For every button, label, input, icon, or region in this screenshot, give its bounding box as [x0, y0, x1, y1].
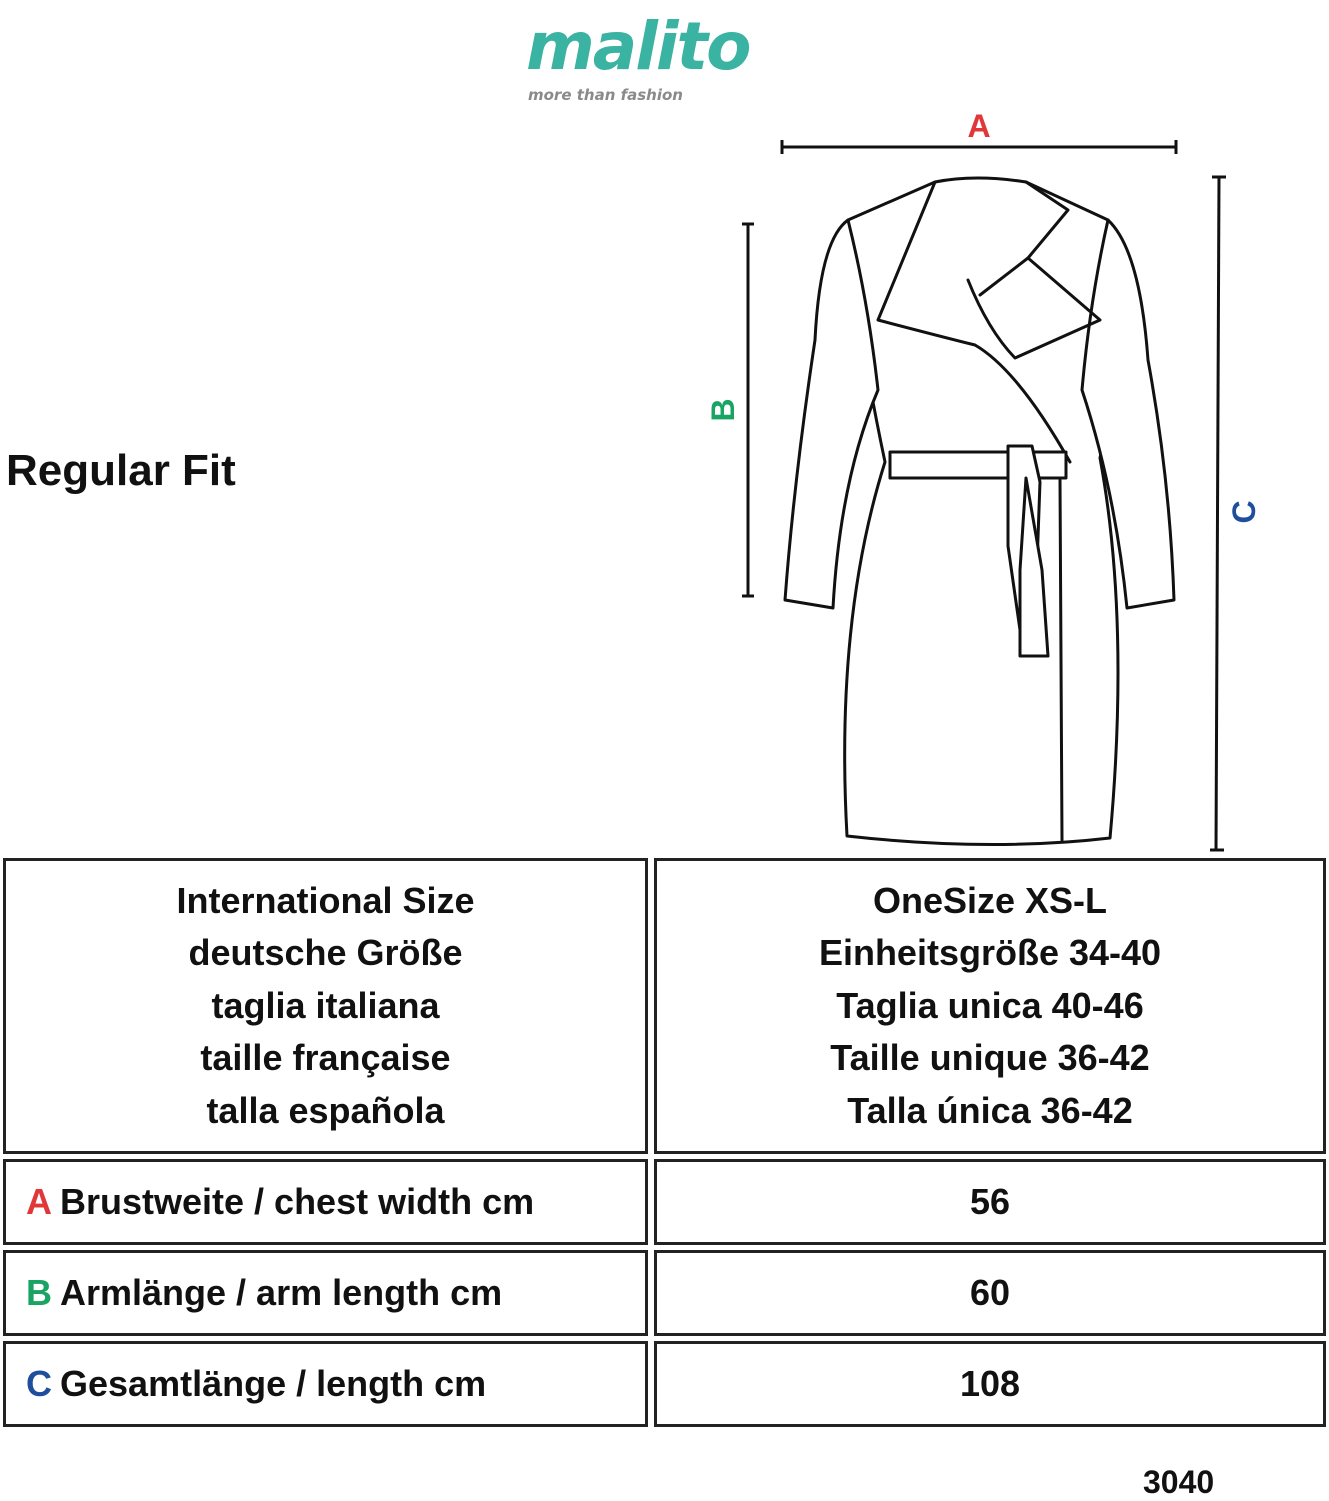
measurement-text-c: Gesamtlänge / length cm: [60, 1363, 487, 1404]
dimension-label-a: A: [967, 108, 991, 144]
measurement-value-c: 108: [654, 1341, 1326, 1427]
size-label-french: taille française: [200, 1037, 451, 1079]
size-value-german: Einheitsgröße 34-40: [818, 932, 1162, 974]
dimension-label-c: C: [1226, 500, 1262, 524]
measurement-label-b: [3, 1250, 648, 1336]
size-value-list: [819, 875, 1161, 1138]
dimension-b: [742, 224, 754, 596]
fit-title: Regular Fit: [6, 446, 236, 495]
size-value-international: OneSize XS-L: [872, 879, 1108, 921]
brand-logo: [520, 8, 800, 109]
measurement-text-b: Armlänge / arm length cm: [60, 1272, 503, 1313]
measurement-label-a: [3, 1159, 648, 1245]
size-label-german: deutsche Größe: [188, 932, 463, 974]
brand-tagline: more than fashion: [528, 86, 683, 104]
measurement-value-a: 56: [654, 1159, 1326, 1245]
size-value-italian: Taglia unica 40-46: [836, 984, 1144, 1026]
dimension-label-b: B: [705, 398, 741, 422]
brand-logo-wordmark: malito: [526, 8, 750, 85]
size-label-spanish: talla española: [206, 1089, 445, 1131]
product-code: 3040: [1143, 1464, 1215, 1500]
size-label-international: International Size: [176, 879, 475, 921]
measurement-label-c: [3, 1341, 648, 1427]
measurement-letter-a: A: [26, 1181, 52, 1222]
measurement-text-a: Brustweite / chest width cm: [60, 1181, 535, 1222]
measurement-letter-c: C: [26, 1363, 52, 1404]
size-value-cell: [654, 858, 1326, 1154]
size-label-italian: taglia italiana: [211, 984, 440, 1026]
size-value-spanish: Talla única 36-42: [847, 1089, 1133, 1131]
coat-outline-drawing: [785, 178, 1174, 845]
dimension-c: [1210, 177, 1226, 850]
size-label-cell: [3, 858, 648, 1154]
measurement-letter-b: B: [26, 1272, 52, 1313]
size-value-french: Taille unique 36-42: [830, 1037, 1150, 1079]
size-label-list: [176, 875, 474, 1138]
measurement-value-b: 60: [654, 1250, 1326, 1336]
coat-diagram: [690, 100, 1290, 860]
